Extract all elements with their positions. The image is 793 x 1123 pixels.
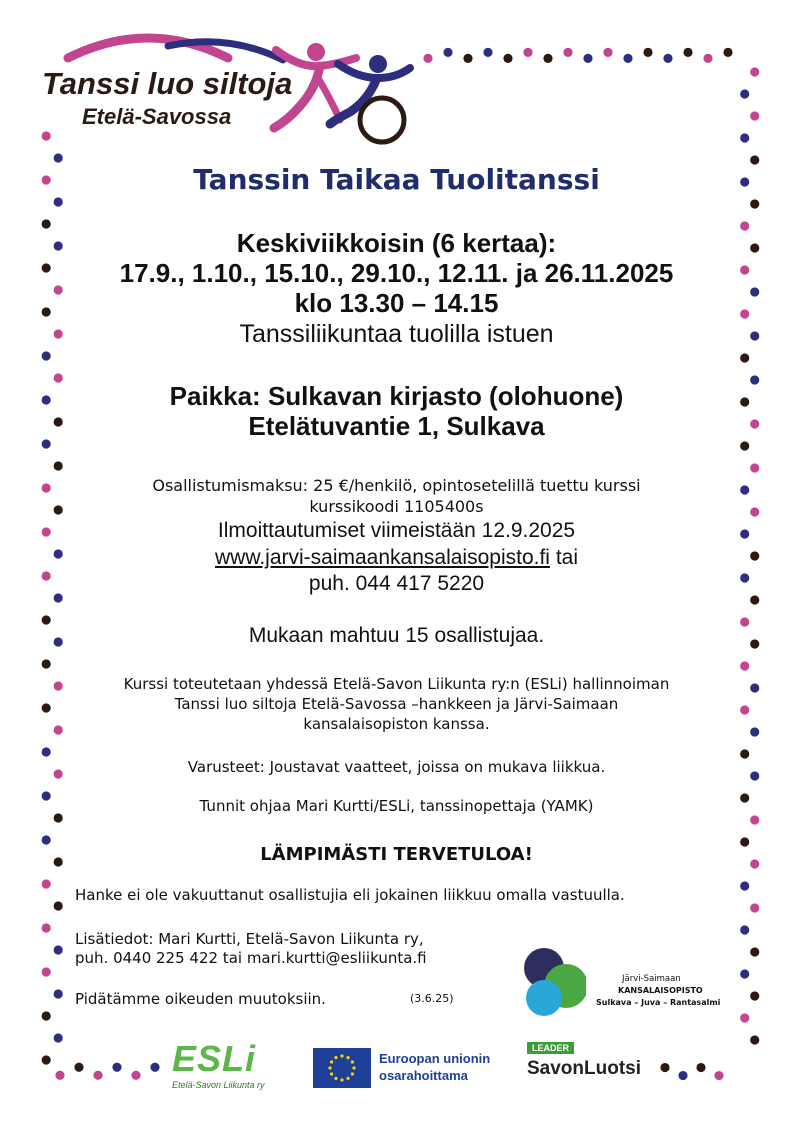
border-dot — [42, 659, 51, 668]
border-dot — [54, 1033, 63, 1042]
border-dot — [750, 683, 759, 692]
header-logo — [38, 28, 418, 153]
border-dot — [750, 67, 759, 76]
insurance-text: Hanke ei ole vakuuttanut osallistujia eli jokainen liikkuu omalla vastuulla. — [75, 886, 625, 904]
border-dot — [42, 395, 51, 404]
border-dot — [683, 48, 692, 57]
border-dot — [663, 54, 672, 63]
border-dot — [740, 221, 749, 230]
schedule-dates: 17.9., 1.10., 15.10., 29.10., 12.11. ja 26.11.2025 — [119, 258, 674, 288]
border-dot — [583, 54, 592, 63]
border-dot — [723, 48, 732, 57]
border-dot — [54, 945, 63, 954]
border-dot — [42, 571, 51, 580]
border-dot — [543, 54, 552, 63]
border-dot — [54, 197, 63, 206]
border-dot — [740, 441, 749, 450]
logo-line-1: Tanssi luo siltoja — [42, 66, 293, 101]
border-dot — [703, 54, 712, 63]
border-dot — [42, 307, 51, 316]
esli-logo-text: ESLi — [172, 1038, 257, 1079]
border-dot — [750, 639, 759, 648]
fee-line-1: Osallistumismaksu: 25 €/henkilö, opintosetelillä tuettu kurssi — [152, 476, 641, 495]
border-dot — [74, 1063, 83, 1072]
border-dot — [750, 375, 759, 384]
border-dot — [740, 177, 749, 186]
schedule-time: klo 13.30 – 14.15 — [294, 288, 499, 318]
border-dot — [42, 879, 51, 888]
border-dot — [740, 89, 749, 98]
border-dot — [750, 111, 759, 120]
border-dot — [42, 923, 51, 932]
reservation-text: Pidätämme oikeuden muutoksiin. — [75, 990, 326, 1008]
border-dot — [54, 989, 63, 998]
border-dot — [740, 353, 749, 362]
border-dot — [740, 397, 749, 406]
border-dot — [750, 287, 759, 296]
border-dot — [750, 903, 759, 912]
border-dot — [93, 1071, 102, 1080]
contact-line-2: puh. 0440 225 422 tai mari.kurtti@esliikunta.fi — [75, 949, 427, 967]
instructor-text: Tunnit ohjaa Mari Kurtti/ESLi, tanssinopettaja (YAMK) — [199, 797, 594, 815]
border-dot — [42, 219, 51, 228]
border-dot — [740, 617, 749, 626]
eu-flag-icon — [313, 1048, 371, 1088]
logo-line-2: Etelä-Savossa — [82, 104, 232, 129]
border-dot — [740, 881, 749, 890]
border-dot — [714, 1071, 723, 1080]
registration-url-line — [60, 545, 733, 571]
border-dot — [463, 54, 472, 63]
registration-or: tai — [555, 546, 578, 569]
border-dot — [423, 54, 432, 63]
border-dot — [750, 331, 759, 340]
border-dot — [54, 153, 63, 162]
esli-logo — [170, 1038, 280, 1098]
border-dot — [750, 1035, 759, 1044]
border-dot — [623, 54, 632, 63]
organizer-line-2: Tanssi luo siltoja Etelä-Savossa –hankkeen ja Järvi-Saimaan — [174, 695, 619, 713]
border-dot — [750, 155, 759, 164]
border-dot — [750, 551, 759, 560]
border-dot — [483, 48, 492, 57]
border-dot — [750, 507, 759, 516]
border-dot — [42, 967, 51, 976]
jarvi-saimaa-logo — [522, 946, 742, 1026]
border-dot — [54, 901, 63, 910]
border-dot — [563, 48, 572, 57]
border-dot — [42, 1011, 51, 1020]
border-dot — [740, 925, 749, 934]
equipment-text: Varusteet: Joustavat vaatteet, joissa on mukava liikkua. — [187, 758, 606, 776]
esli-logo-sub: Etelä-Savon Liikunta ry — [172, 1080, 265, 1090]
border-dot — [150, 1063, 159, 1072]
contact-line-1: Lisätiedot: Mari Kurtti, Etelä-Savon Liikunta ry, — [75, 930, 424, 948]
border-dot — [42, 615, 51, 624]
border-dot — [678, 1071, 687, 1080]
border-dot — [750, 199, 759, 208]
border-dot — [131, 1071, 140, 1080]
welcome-text: LÄMPIMÄSTI TERVETULOA! — [260, 844, 533, 865]
border-dot — [54, 461, 63, 470]
registration-phone: puh. 044 417 5220 — [308, 572, 485, 595]
border-dot — [750, 859, 759, 868]
jarvi-name: Järvi-Saimaan — [622, 974, 681, 984]
border-dot — [42, 1055, 51, 1064]
jarvi-places: Sulkava – Juva – Rantasalmi — [596, 998, 721, 1007]
border-dot — [443, 48, 452, 57]
border-dot — [750, 419, 759, 428]
border-dot — [42, 703, 51, 712]
border-dot — [740, 661, 749, 670]
border-dot — [740, 485, 749, 494]
border-dot — [503, 54, 512, 63]
date-code: (3.6.25) — [410, 992, 454, 1005]
border-dot — [750, 595, 759, 604]
capacity-text: Mukaan mahtuu 15 osallistujaa. — [248, 624, 545, 647]
place-address: Etelätuvantie 1, Sulkava — [248, 411, 545, 441]
registration-link[interactable]: www.jarvi-saimaankansalaisopisto.fi — [215, 546, 550, 569]
border-dot — [660, 1063, 669, 1072]
border-dot — [42, 483, 51, 492]
savonluotsi-logo — [527, 1042, 657, 1086]
border-dot — [55, 1071, 64, 1080]
border-dot — [750, 771, 759, 780]
border-dot — [42, 351, 51, 360]
schedule-description: Tanssiliikuntaa tuolilla istuen — [239, 320, 554, 348]
border-dot — [42, 175, 51, 184]
border-dot — [523, 48, 532, 57]
border-dot — [740, 837, 749, 846]
organizer-line-1: Kurssi toteutetaan yhdessä Etelä-Savon Liikunta ry:n (ESLi) hallinnoiman — [123, 675, 670, 693]
border-dot — [740, 133, 749, 142]
eu-line-2: osarahoittama — [379, 1068, 468, 1083]
border-dot — [42, 747, 51, 756]
place-name: Paikka: Sulkavan kirjasto (olohuone) — [169, 381, 624, 411]
border-dot — [750, 815, 759, 824]
savonluotsi-text: SavonLuotsi — [527, 1058, 642, 1079]
border-dot — [42, 835, 51, 844]
border-dot — [750, 991, 759, 1000]
border-dot — [750, 463, 759, 472]
eu-logo — [313, 1048, 503, 1090]
organizer-line-3: kansalaisopiston kanssa. — [303, 715, 490, 733]
registration-deadline: Ilmoittautumiset viimeistään 12.9.2025 — [217, 519, 576, 542]
border-dot — [740, 573, 749, 582]
leader-tag: LEADER — [527, 1042, 574, 1054]
border-dot — [42, 791, 51, 800]
eu-line-1: Euroopan unionin — [379, 1051, 491, 1066]
border-dot — [643, 48, 652, 57]
border-dot — [603, 48, 612, 57]
jarvi-saimaa-icon — [522, 946, 586, 1018]
border-dot — [740, 309, 749, 318]
border-dot — [696, 1063, 705, 1072]
border-dot — [740, 749, 749, 758]
border-dot — [740, 529, 749, 538]
jarvi-sub: KANSALAISOPISTO — [618, 986, 703, 995]
border-dot — [750, 243, 759, 252]
border-dot — [740, 793, 749, 802]
fee-line-2: kurssikoodi 1105400s — [309, 497, 484, 516]
schedule-days: Keskiviikkoisin (6 kertaa): — [236, 228, 557, 258]
border-dot — [750, 947, 759, 956]
border-dot — [112, 1063, 121, 1072]
border-dot — [42, 439, 51, 448]
border-dot — [42, 527, 51, 536]
border-dot — [740, 705, 749, 714]
border-dot — [750, 727, 759, 736]
page-title: Tanssin Taikaa Tuolitanssi — [193, 163, 600, 196]
